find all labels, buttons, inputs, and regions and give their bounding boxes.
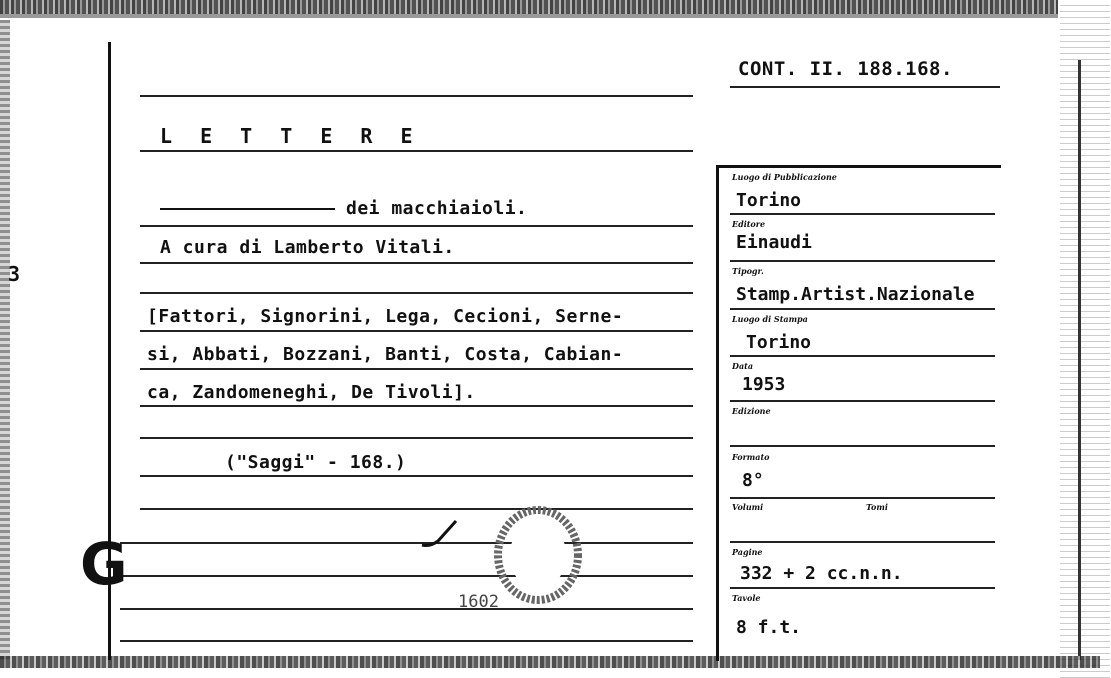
- label-data: Data: [732, 361, 753, 371]
- label-formato: Formato: [732, 452, 770, 462]
- ruled-line: [140, 475, 693, 477]
- label-volumi: Volumi: [732, 502, 764, 512]
- authors-block: [147, 298, 623, 412]
- book-subtitle: dei macchiaioli.: [346, 198, 528, 219]
- value-tavole: 8 f.t.: [736, 617, 802, 638]
- value-tipogr: Stamp.Artist.Nazionale: [736, 284, 975, 305]
- ruled-line: [730, 497, 995, 499]
- value-data: 1953: [742, 374, 786, 395]
- ruled-line: [730, 86, 1000, 88]
- value-luogo-pubblicazione: Torino: [736, 190, 802, 211]
- ruled-line: [730, 541, 995, 543]
- ruled-line: [120, 640, 693, 642]
- ruled-line: [140, 262, 693, 264]
- right-edge-line: [1078, 60, 1081, 660]
- label-tavole: Tavole: [732, 593, 761, 603]
- ruled-line: [730, 587, 995, 589]
- label-luogo-pubblicazione: Luogo di Pubblicazione: [732, 172, 837, 182]
- ruled-line: [730, 355, 995, 357]
- label-pagine: Pagine: [732, 547, 763, 557]
- margin-letter: G: [80, 530, 128, 598]
- title-dash: [160, 208, 335, 210]
- torn-top-edge: [0, 0, 1058, 14]
- ruled-line: [140, 150, 693, 152]
- right-edge: [1060, 0, 1110, 678]
- authors-line-1: [Fattori, Signorini, Lega, Cecioni, Serne-: [147, 306, 624, 327]
- inventory-number: 1602: [458, 592, 499, 612]
- ruled-line: [730, 445, 995, 447]
- ruled-line: [730, 400, 995, 402]
- ruled-line: [730, 213, 995, 215]
- ruled-line: [140, 508, 693, 510]
- ruled-line: [730, 308, 995, 310]
- value-pagine: 332 + 2 cc.n.n.: [740, 563, 903, 584]
- label-editore: Editore: [732, 219, 766, 229]
- label-edizione: Edizione: [732, 406, 771, 416]
- authors-line-3: ca, Zandomeneghi, De Tivoli].: [147, 382, 476, 403]
- top-edge-shadow: [0, 14, 1058, 18]
- value-formato: 8°: [742, 470, 764, 491]
- ruled-line: [140, 225, 693, 227]
- value-luogo-stampa: Torino: [746, 332, 812, 353]
- authors-line-2: si, Abbati, Bozzani, Banti, Costa, Cabian-: [147, 344, 624, 365]
- margin-mark: 3: [8, 262, 21, 286]
- ruled-line: [120, 575, 693, 577]
- ruled-line: [120, 542, 693, 544]
- ruled-line: [140, 437, 693, 439]
- library-stamp-icon: [490, 505, 585, 605]
- ruled-line: [140, 292, 693, 294]
- collocation-code: CONT. II. 188.168.: [738, 58, 953, 80]
- left-edge: [0, 20, 10, 660]
- pen-tick-icon: [420, 517, 460, 552]
- book-title: L E T T E R E: [160, 124, 421, 148]
- editor-line: A cura di Lamberto Vitali.: [160, 237, 455, 258]
- label-tomi: Tomi: [866, 502, 888, 512]
- ruled-line: [120, 608, 693, 610]
- value-editore: Einaudi: [736, 232, 812, 253]
- series-note: ("Saggi" - 168.): [225, 452, 407, 473]
- ruled-line: [140, 95, 693, 97]
- ruled-line: [730, 260, 995, 262]
- label-tipogr: Tipogr.: [732, 266, 764, 276]
- label-luogo-stampa: Luogo di Stampa: [732, 314, 808, 324]
